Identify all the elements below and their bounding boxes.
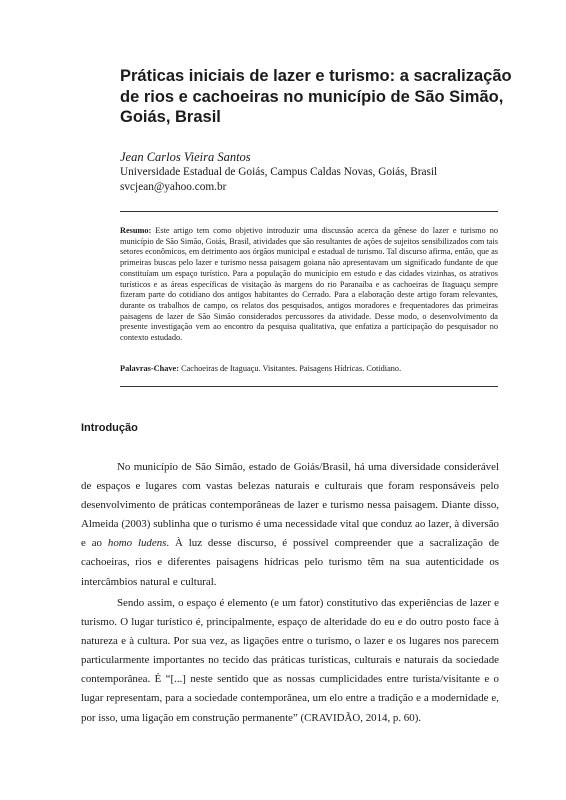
section-heading: Introdução bbox=[81, 422, 138, 434]
keywords-text: Cachoeiras de Itaguaçu. Visitantes. Paisagens Hídricas. Cotidiano. bbox=[181, 364, 402, 373]
paragraph-1-text-cont: . À luz desse discurso, é possível compreender que a sacralização de cachoeiras, rios e diferentes paisagens hídricas pelo turismo têm na sua autenticidade os intercâmbios natural e cultural. bbox=[81, 537, 499, 588]
author-block bbox=[120, 150, 520, 194]
body-paragraph-2: Sendo assim, o espaço é elemento (e um fator) constitutivo das experiências de lazer e turismo. O lugar turístico é, principalmente, espaço de alteridade do eu e do outro posto face à natureza e à cultura. Por sua vez, as ligações entre o turismo, o lazer e os lugares nos parecem particularmente importantes no tecido das práticas turísticas, culturais e naturais da sociedade contemporânea. É “[...] neste sentido que as nossas cumplicidades entre turista/visitante e o lugar representam, para a sociedade contemporânea, um elo entre a tradição e a modernidade e, por isso, uma ligação em construção permanente” (CRAVIDÃO, 2014, p. 60). bbox=[81, 597, 499, 724]
author-affiliation: Universidade Estadual de Goiás, Campus Caldas Novas, Goiás, Brasil bbox=[120, 166, 438, 178]
author-email: svcjean@yahoo.com.br bbox=[120, 180, 227, 193]
keywords bbox=[120, 364, 498, 375]
paragraph-1-italic-term: homo ludens bbox=[107, 537, 167, 550]
abstract bbox=[120, 226, 498, 344]
body-paragraph-1 bbox=[81, 458, 499, 592]
abstract-label: Resumo: bbox=[120, 226, 152, 235]
author-name: Jean Carlos Vieira Santos bbox=[120, 150, 251, 164]
divider-bottom bbox=[120, 386, 498, 387]
article-title: Práticas iniciais de lazer e turismo: a sacralização de rios e cachoeiras no município de São Simão, Goiás, Brasil bbox=[120, 67, 512, 126]
divider-top bbox=[120, 211, 498, 212]
keywords-label: Palavras-Chave: bbox=[120, 364, 179, 373]
paragraph-1-text: No município de São Simão, estado de Goiás/Brasil, há uma diversidade considerável de espaços e lugares com vastas belezas naturais e culturais que foram responsáveis pelo desenvolvimento de práticas contemporâneas de lazer e turismo nessa paisagem. Diante disso, Almeida (2003) sublinha que o turismo é uma necessidade vital que conduz ao lazer, à diversão e ao bbox=[81, 461, 499, 550]
abstract-text: Este artigo tem como objetivo introduzir uma discussão acerca da gênese do lazer e turismo no município de São Simão, Goiás, Brasil, atividades que são resultantes de ações de sujeitos sensibilizados com tais setores econômicos, em detrimento aos órgãos municipal e estadual de turismo. Tal discurso afirma, então, que as primeiras buscas pelo lazer e turismo nessa paisagem goiana não apresentavam um significado fundante de que constituíam um espaço turístico. Para a população do município em estudo e das cidades vizinhas, os atrativos turísticos e as áreas específicas de visitação às margens do rio Paranaíba e as cachoeiras de Itaguaçu sempre fizeram parte do cotidiano dos antigos habitantes do Cerrado. Para a elaboração deste artigo foram relevantes, durante os trabalhos de campo, os relatos dos pesquisados, antigos moradores e frequentadores das primeiras paisagens de lazer de São Simão considerados percussores da atividade. Desse modo, o desenvolvimento da presente investigação vem ao encontro da pesquisa qualitativa, que enfatiza a participação do pesquisador no contexto estudado. bbox=[120, 226, 499, 343]
